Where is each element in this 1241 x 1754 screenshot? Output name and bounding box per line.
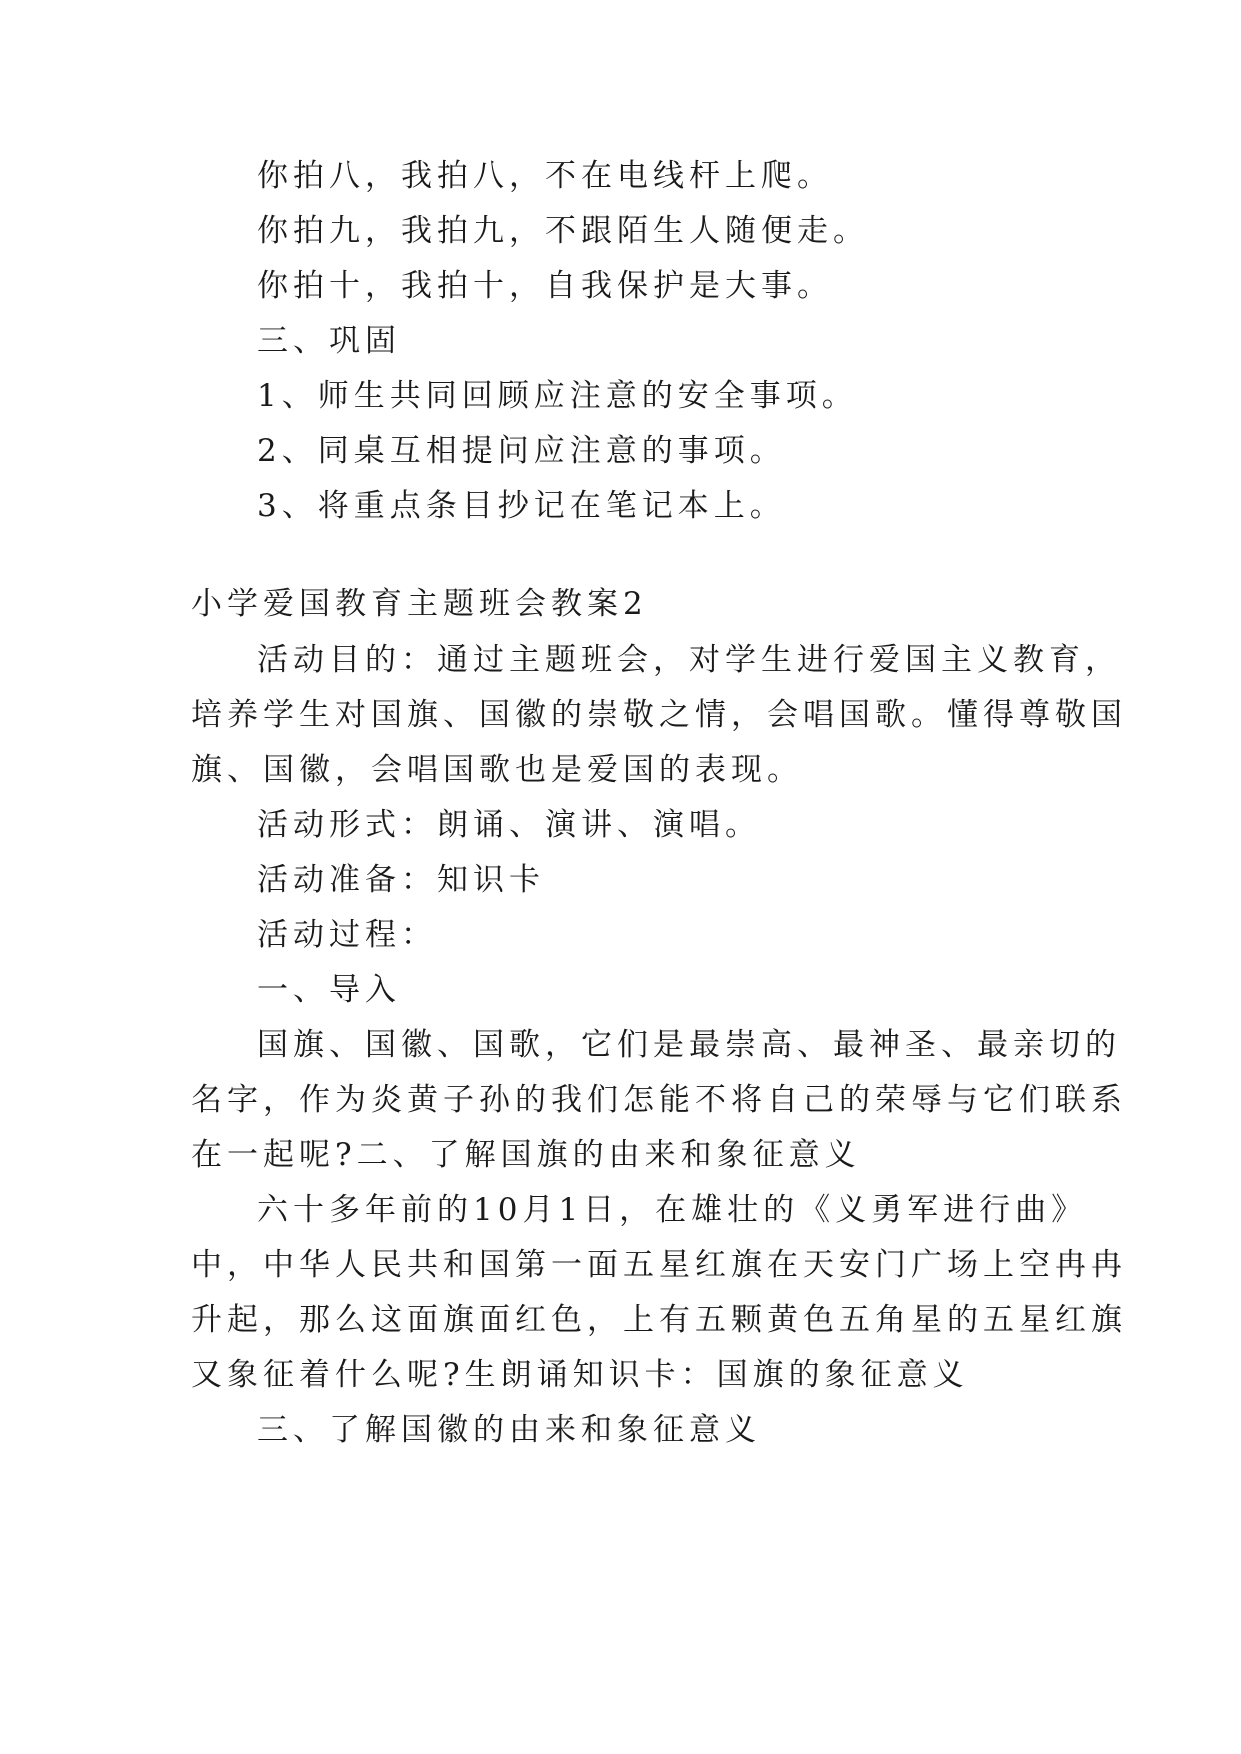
text-line: 你拍八，我拍八，不在电线杆上爬。 — [257, 158, 833, 194]
section-heading: 三、巩固 — [257, 323, 401, 359]
text-line: 升起，那么这面旗面红色，上有五颗黄色五角星的五星红旗 — [191, 1302, 1127, 1338]
text-line: 六十多年前的10月1日，在雄壮的《义勇军进行曲》 — [257, 1192, 1088, 1228]
list-item: 1、师生共同回顾应注意的安全事项。 — [257, 378, 858, 414]
text-line: 你拍十，我拍十，自我保护是大事。 — [257, 268, 833, 304]
text-line: 国旗、国徽、国歌，它们是最崇高、最神圣、最亲切的 — [257, 1027, 1121, 1063]
list-item: 2、同桌互相提问应注意的事项。 — [257, 433, 786, 469]
text-line: 中，中华人民共和国第一面五星红旗在天安门广场上空冉冉 — [191, 1247, 1127, 1283]
text-line: 活动过程： — [257, 917, 437, 953]
section-heading: 三、了解国徽的由来和象征意义 — [257, 1412, 761, 1448]
document-title: 小学爱国教育主题班会教案2 — [191, 586, 648, 622]
text-line: 旗、国徽，会唱国歌也是爱国的表现。 — [191, 752, 803, 788]
text-line: 培养学生对国旗、国徽的崇敬之情，会唱国歌。懂得尊敬国 — [191, 697, 1127, 733]
text-line: 活动准备：知识卡 — [257, 862, 545, 898]
text-line: 在一起呢?二、了解国旗的由来和象征意义 — [191, 1137, 861, 1173]
text-line: 活动目的：通过主题班会，对学生进行爱国主义教育， — [257, 642, 1121, 678]
text-line: 名字，作为炎黄子孙的我们怎能不将自己的荣辱与它们联系 — [191, 1082, 1127, 1118]
list-item: 3、将重点条目抄记在笔记本上。 — [257, 488, 786, 524]
text-line: 你拍九，我拍九，不跟陌生人随便走。 — [257, 213, 869, 249]
text-line: 活动形式：朗诵、演讲、演唱。 — [257, 807, 761, 843]
text-line: 又象征着什么呢?生朗诵知识卡：国旗的象征意义 — [191, 1357, 969, 1393]
section-heading: 一、导入 — [257, 972, 401, 1008]
